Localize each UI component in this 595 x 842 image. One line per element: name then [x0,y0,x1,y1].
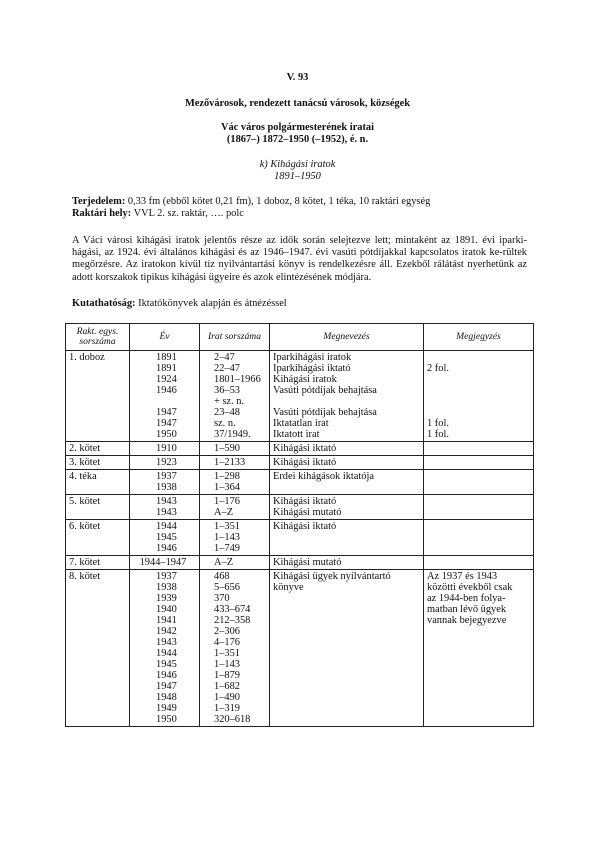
cell-unit [66,556,130,570]
irat-line: 1–143 [214,659,240,670]
name-line [273,532,420,543]
name-line [273,396,420,407]
name-line: Kihágási iratok [273,374,337,385]
unit-label: 1. doboz [69,352,105,363]
irat-line: 1–682 [214,681,240,692]
name-line: Erdei kihágások iktatója [273,471,374,482]
note-line [427,507,530,518]
note-line [427,557,530,568]
header-name: Megnevezés [270,324,424,351]
cell-name [270,456,424,470]
unit-label: 8. kötet [69,571,101,582]
name-line: Iktatott irat [273,429,320,440]
irat-line: A–Z [214,507,234,518]
location-value: VVL 2. sz. raktár, …. polc [131,208,244,220]
irat-line: 1–298 [214,471,240,482]
year-line: 1950 [156,429,177,440]
cell-note [424,520,534,556]
table-row [66,570,534,727]
cell-irat [200,351,270,442]
year-line: 1945 [156,532,177,543]
irat-line: 1–176 [214,496,240,507]
year-line: 1937 [156,571,177,582]
irat-line: 1–319 [214,703,240,714]
cell-name [270,470,424,495]
name-line: Kihágási iktató [273,496,337,507]
inventory-table [65,323,534,727]
cell-unit [66,470,130,495]
access-value: Iktatókönyvek alapján és átnézéssel [135,298,287,309]
fond-title [0,122,595,146]
cell-irat [200,470,270,495]
name-line: Kihágási iktató [273,457,337,468]
header-year: Év [130,324,200,351]
irat-line: 22–47 [214,363,240,374]
note-line [427,396,530,407]
name-line: Kihágási iktató [273,521,337,532]
irat-line: 1–749 [214,543,240,554]
name-line: Iparkihágási iktató [273,363,351,374]
name-line: Vasúti pótdíjak behajtása [273,385,377,396]
year-line: 1940 [156,604,177,615]
cell-name [270,442,424,456]
unit-label: 2. kötet [69,443,101,454]
note-line: 1 fol. [427,429,449,440]
year-line: 1943 [156,637,177,648]
table-header-row [66,324,534,351]
note-line [427,457,530,468]
year-line: 1910 [156,443,177,454]
year-line: 1923 [156,457,177,468]
year-line: 1942 [156,626,177,637]
name-line: Kihágási iktató [273,443,337,454]
name-line [273,482,420,493]
cell-unit [66,570,130,727]
cell-year [130,495,200,520]
year-line: 1891 [156,352,177,363]
year-line [130,396,196,407]
year-line: 1944 [156,521,177,532]
year-line: 1946 [156,543,177,554]
note-line: az 1944-ben folya- [427,593,506,604]
cell-unit [66,351,130,442]
extent-line [72,196,532,208]
irat-line: 1–590 [214,443,240,454]
subfond-name: k) Kihágási iratok [259,159,336,170]
header-note: Megjegyzés [424,324,534,351]
cell-irat [200,495,270,520]
note-line [427,374,530,385]
cell-name [270,351,424,442]
note-line [427,521,530,532]
extent-label: Terjedelem: [72,196,126,207]
note-line [427,532,530,543]
year-line: 1945 [156,659,177,670]
note-line [427,385,530,396]
table-row [66,456,534,470]
year-line: 1943 [156,496,177,507]
irat-line: 1–879 [214,670,240,681]
irat-line: 468 [214,571,230,582]
note-line: Az 1937 és 1943 [427,571,498,582]
header-unit: Rakt. egys. sorszáma [66,324,130,351]
year-line: 1949 [156,703,177,714]
note-line [427,407,530,418]
note-line [427,496,530,507]
irat-line: 1–351 [214,648,240,659]
year-line: 1947 [156,681,177,692]
cell-note [424,442,534,456]
year-line: 1944–1947 [139,557,187,568]
cell-note [424,495,534,520]
cell-unit [66,520,130,556]
unit-label: 5. kötet [69,496,101,507]
year-line: 1938 [156,582,177,593]
table-row [66,470,534,495]
cell-year [130,456,200,470]
unit-label: 3. kötet [69,457,101,468]
cell-year [130,470,200,495]
year-line: 1947 [156,407,177,418]
note-line: matban lévő ügyek [427,604,507,615]
irat-line: + sz. n. [214,396,245,407]
cell-note [424,456,534,470]
note-line [427,443,530,454]
cell-year [130,520,200,556]
table-row [66,556,534,570]
irat-line: 1–364 [214,482,240,493]
cell-unit [66,456,130,470]
cell-year [130,442,200,456]
cell-year [130,570,200,727]
subfond-years: 1891–1950 [274,171,321,183]
note-line: 2 fol. [427,363,449,374]
series-title: Mezővárosok, rendezett tanácsú városok, községek [184,98,411,109]
location-label: Raktári hely: [72,208,132,220]
name-line [273,543,420,554]
access-label: Kutathatóság: [72,298,136,309]
note-line: vannak bejegyezve [427,615,507,626]
cell-year [130,351,200,442]
name-line: Kihágási mutató [273,557,342,568]
cell-name [270,520,424,556]
year-line: 1937 [156,471,177,482]
cell-year [130,556,200,570]
cell-irat [200,556,270,570]
year-line: 1941 [156,615,177,626]
cell-note [424,570,534,727]
cell-irat [200,570,270,727]
note-line [427,352,530,363]
table-row [66,351,534,442]
unit-label: 4. téka [69,471,97,482]
description-paragraph: A Váci városi kihágási iratok jelentős része az idők során selejtezve lett; mintaként az 1891. évi iparki-hágási, az 1924. évi általános kihágási és az 1946–1947. évi vasúti pótdíjakkal kapcsolatos iratok ke-rültek megőrzésre. Az iratokon kívül tíz nyilvántartási könyv is rendelkezésre áll. Ezekből rálátást nyerhetünk az adott korszakok tipikus kihágási ügyeire és azok elintézésének módjára. [72,235,527,283]
irat-line: 23–48 [214,407,240,418]
cell-note [424,470,534,495]
year-line: 1939 [156,593,177,604]
record-code: V. 93 [286,72,309,83]
note-line: 1 fol. [427,418,449,429]
table-body [66,351,534,727]
table-row [66,442,534,456]
year-line: 1938 [156,482,177,493]
irat-line: 1801–1966 [214,374,261,385]
irat-line: A–Z [214,557,234,568]
name-line: Iktatatlan irat [273,418,329,429]
fond-title-line1: Vác város polgármesterének iratai [220,122,375,133]
irat-line: 433–674 [214,604,251,615]
cell-note [424,556,534,570]
cell-irat [200,456,270,470]
access-line [72,298,527,310]
year-line: 1943 [156,507,177,518]
name-line: Iparkihágási iratok [273,352,352,363]
year-line: 1946 [156,385,177,396]
irat-line: 1–490 [214,692,240,703]
unit-label: 7. kötet [69,557,101,568]
meta-block [72,196,532,220]
name-line: Kihágási mutató [273,507,342,518]
irat-line: 370 [214,593,230,604]
irat-line: sz. n. [214,418,236,429]
irat-line: 320–618 [214,714,251,725]
year-line: 1950 [156,714,177,725]
irat-line: 4–176 [214,637,240,648]
irat-line: 212–358 [214,615,251,626]
cell-name [270,495,424,520]
irat-line: 1–2133 [214,457,246,468]
cell-unit [66,495,130,520]
year-line: 1944 [156,648,177,659]
year-line: 1946 [156,670,177,681]
name-line: Kihágási ügyek nyilvántartó [273,571,391,582]
name-line: könyve [273,582,304,593]
note-line [427,543,530,554]
note-line [427,471,530,482]
irat-line: 2–47 [214,352,235,363]
note-line [427,482,530,493]
year-line: 1891 [156,363,177,374]
cell-unit [66,442,130,456]
irat-line: 1–143 [214,532,240,543]
irat-line: 36–53 [214,385,240,396]
extent-value: 0,33 fm (ebből kötet 0,21 fm), 1 doboz, 8 kötet, 1 téka, 10 raktári egység [125,196,431,207]
year-line: 1924 [156,374,177,385]
irat-line: 5–656 [214,582,240,593]
name-line: Vasúti pótdíjak behajtása [273,407,377,418]
cell-irat [200,520,270,556]
cell-note [424,351,534,442]
cell-name [270,570,424,727]
location-line [72,208,532,220]
year-line: 1947 [156,418,177,429]
irat-line: 1–351 [214,521,240,532]
subfond-title [0,159,595,183]
irat-line: 37/1949. [214,429,251,440]
irat-line: 2–306 [214,626,240,637]
table-row [66,520,534,556]
cell-irat [200,442,270,456]
year-line: 1948 [156,692,177,703]
unit-label: 6. kötet [69,521,101,532]
table-row [66,495,534,520]
cell-name [270,556,424,570]
header-irat: Irat sorszáma [200,324,270,351]
note-line: közötti évekből csak [427,582,513,593]
fond-title-line2: (1867–) 1872–1950 (–1952), é. n. [226,134,369,146]
